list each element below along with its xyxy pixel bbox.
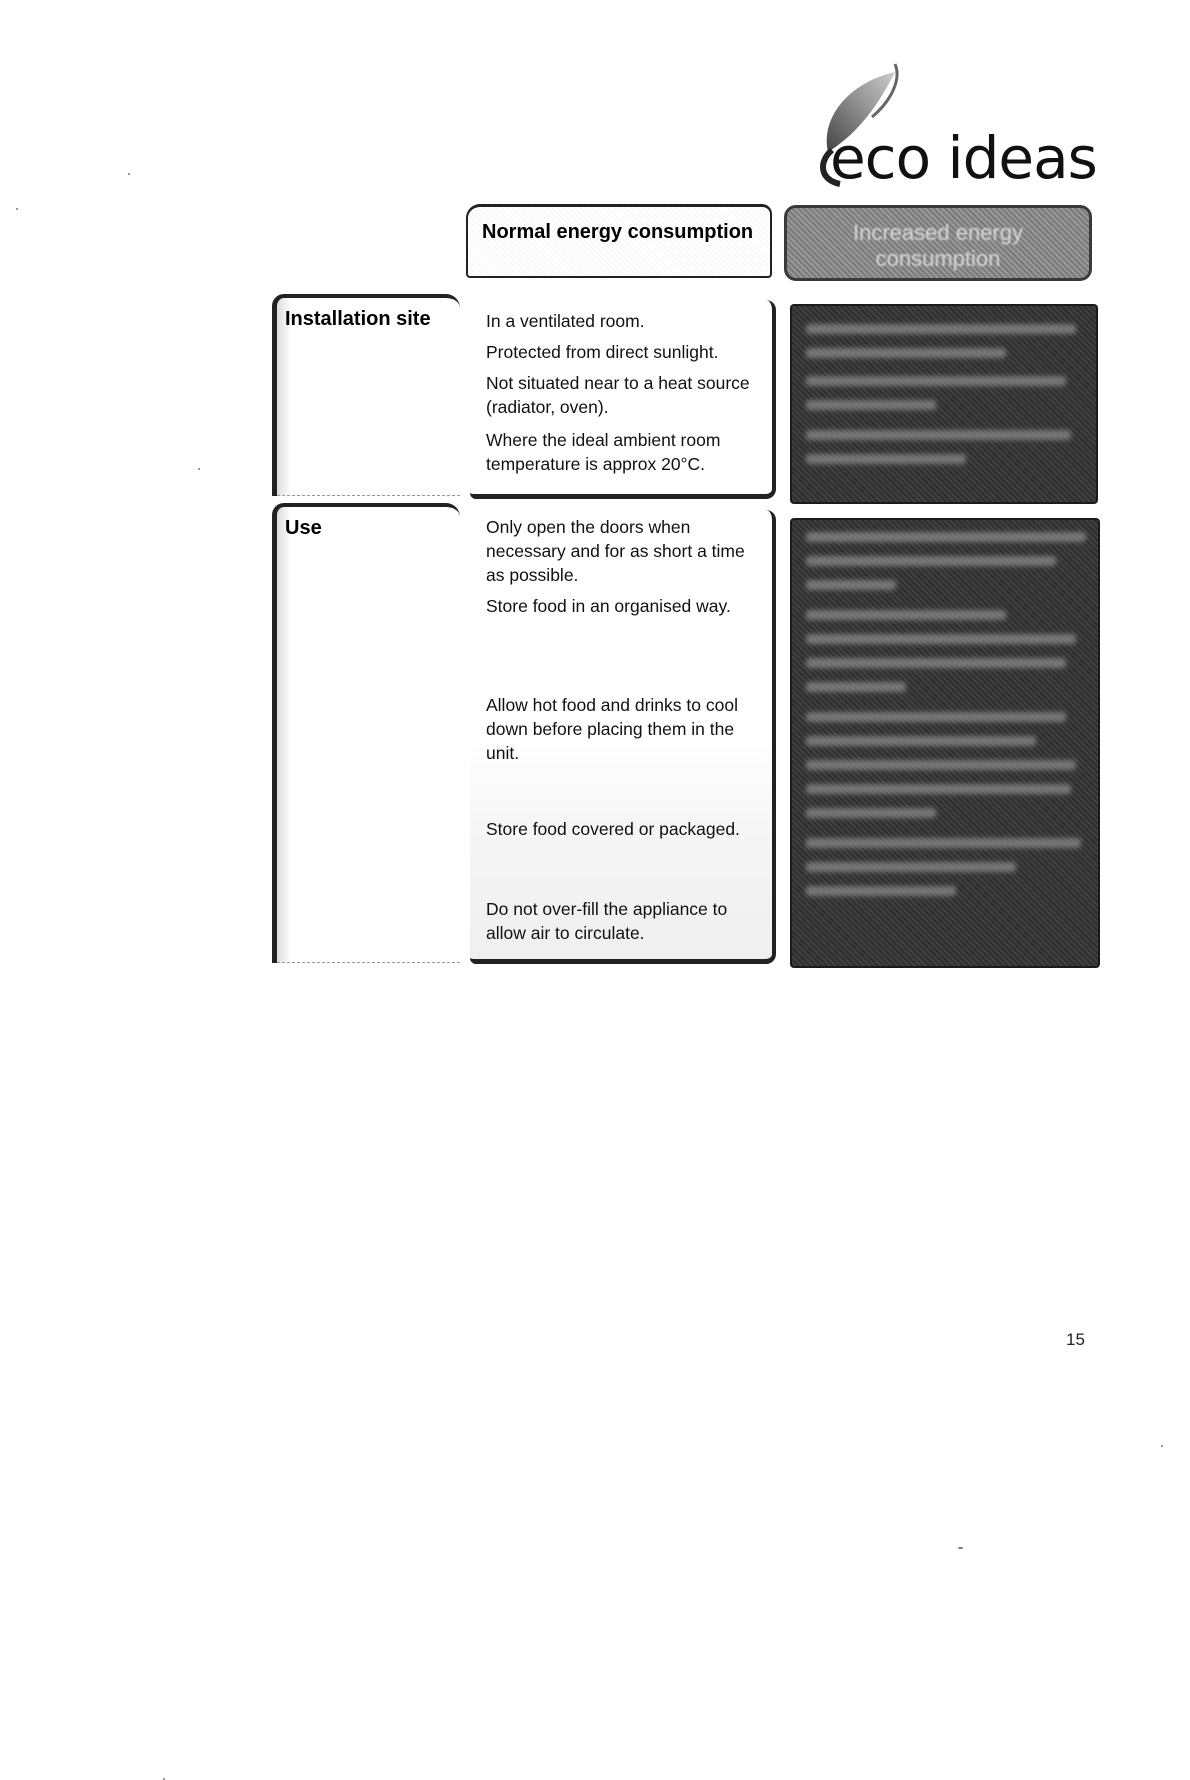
- row-label-text: Use: [285, 517, 322, 539]
- list-item: Not situated near to a heat source (radiator, oven).: [486, 373, 750, 417]
- list-item: Where the ideal ambient room temperature is approx 20°C.: [486, 430, 721, 474]
- row-label-text: Installation site: [285, 308, 431, 330]
- logo-text: eco ideas: [830, 124, 1097, 192]
- list-item: Allow hot food and drinks to cool down before placing them in the unit.: [486, 695, 738, 763]
- list-item: Only open the doors when necessary and for as short a time as possible.: [486, 517, 745, 585]
- increased-installation-box: [790, 304, 1098, 504]
- list-item: In a ventilated room.: [486, 311, 645, 331]
- list-item: Do not over-fill the appliance to allow air to circulate.: [486, 899, 728, 943]
- increased-use-box: [790, 518, 1100, 968]
- row-label-use: [272, 503, 460, 963]
- list-item: Store food in an organised way.: [486, 596, 731, 616]
- page-number: 15: [1066, 1330, 1085, 1349]
- header-normal-label: Normal energy consumption: [482, 221, 754, 243]
- list-item: Protected from direct sunlight.: [486, 342, 719, 362]
- header-increased-consumption: [784, 205, 1092, 281]
- header-increased-label: Increased energy consumption: [853, 220, 1023, 271]
- list-item: Store food covered or packaged.: [486, 819, 740, 839]
- eco-ideas-logo: [810, 62, 1100, 192]
- normal-installation-box: [470, 300, 776, 499]
- row-label-installation-site: [272, 294, 460, 496]
- normal-use-box: [470, 510, 776, 964]
- header-normal-consumption: [466, 204, 772, 278]
